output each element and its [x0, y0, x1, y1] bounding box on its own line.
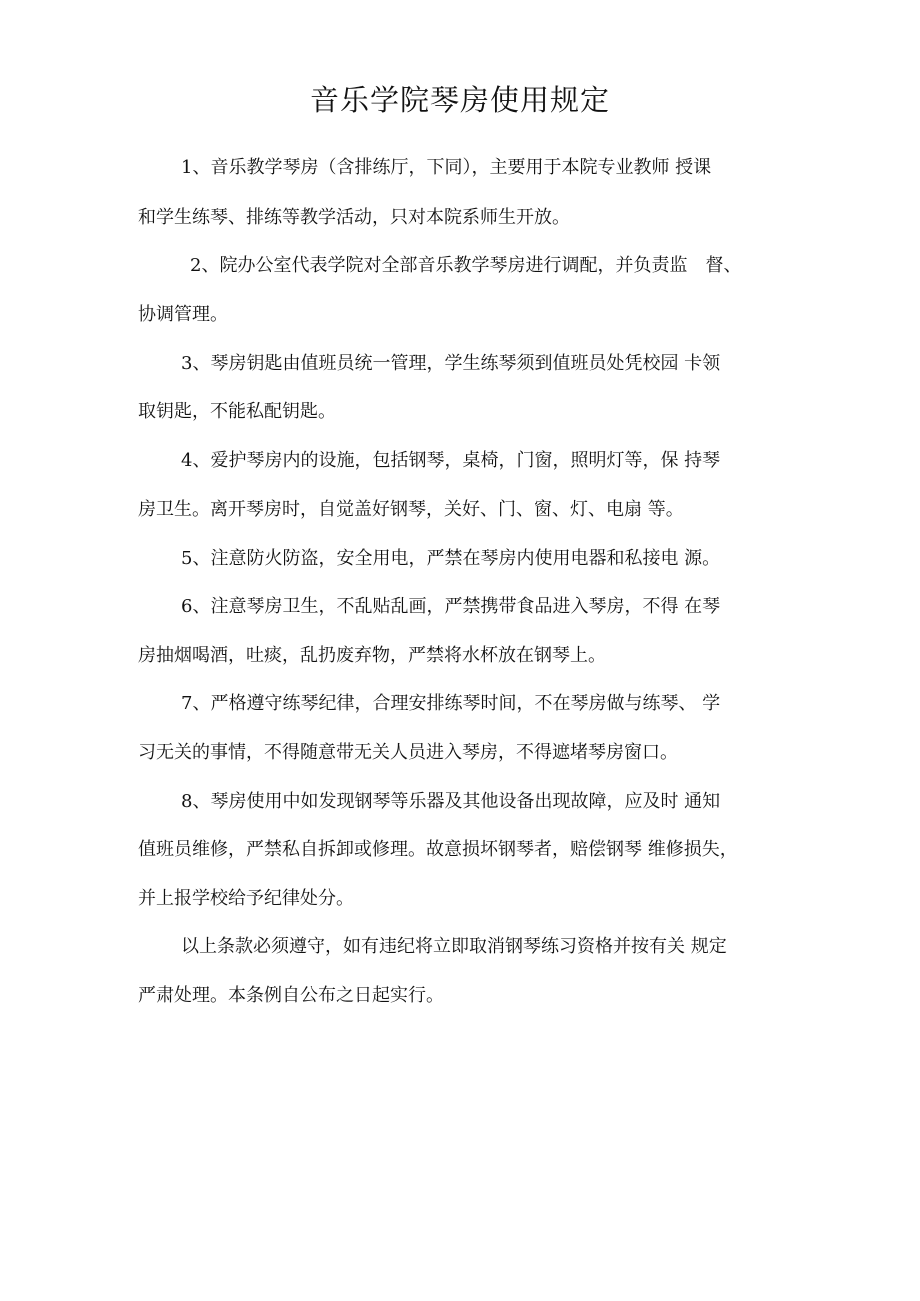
rule-4-line-1: 4、爱护琴房内的设施，包括钢琴，桌椅，门窗，照明灯等，保 持琴: [181, 450, 721, 471]
rule-2-line-2: 协调管理。: [138, 304, 228, 325]
closing-line-2: 严肃处理。本条例自公布之日起实行。: [138, 985, 444, 1006]
rule-6-line-2: 房抽烟喝酒，吐痰，乱扔废弃物，严禁将水杯放在钢琴上。: [138, 645, 606, 666]
closing-line-1: 以上条款必须遵守，如有违纪将立即取消钢琴练习资格并按有关 规定: [181, 936, 727, 957]
rule-3-line-1: 3、琴房钥匙由值班员统一管理，学生练琴须到值班员处凭校园 卡领: [181, 353, 721, 374]
document-title: 音乐学院琴房使用规定: [309, 83, 610, 117]
rule-7-line-1: 7、严格遵守练琴纪律，合理安排练琴时间，不在琴房做与练琴、 学: [181, 693, 721, 714]
rule-1-line-2: 和学生练琴、排练等教学活动，只对本院系师生开放。: [138, 207, 570, 228]
rule-1-line-1: 1、音乐教学琴房（含排练厅，下同），主要用于本院专业教师 授课: [181, 157, 712, 178]
rule-8-line-3: 并上报学校给予纪律处分。: [138, 888, 354, 909]
rule-5-line-1: 5、注意防火防盗，安全用电，严禁在琴房内使用电器和私接电 源。: [181, 548, 721, 569]
rule-8-line-1: 8、琴房使用中如发现钢琴等乐器及其他设备出现故障，应及时 通知: [181, 791, 721, 812]
rule-6-line-1: 6、注意琴房卫生，不乱贴乱画，严禁携带食品进入琴房，不得 在琴: [181, 596, 721, 617]
rule-2-line-1: 2、院办公室代表学院对全部音乐教学琴房进行调配，并负责监 督、: [190, 255, 742, 276]
rule-4-line-2: 房卫生。离开琴房时，自觉盖好钢琴，关好、门、窗、灯、电扇 等。: [138, 499, 684, 520]
rule-7-line-2: 习无关的事情，不得随意带无关人员进入琴房，不得遮堵琴房窗口。: [138, 742, 678, 763]
rule-8-line-2: 值班员维修，严禁私自拆卸或修理。故意损坏钢琴者，赔偿钢琴 维修损失，: [138, 839, 738, 860]
rule-3-line-2: 取钥匙，不能私配钥匙。: [138, 401, 336, 422]
